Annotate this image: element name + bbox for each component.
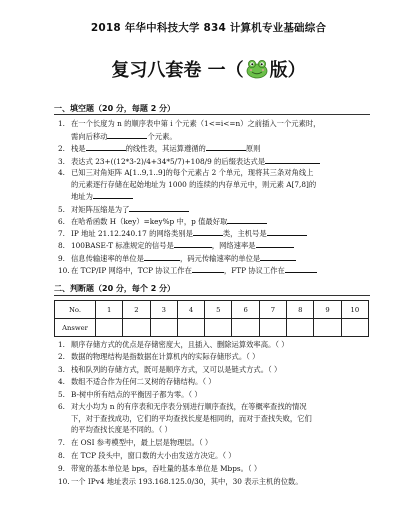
fill-question-4: 4. 已知三对角矩阵 A[1..9,1..9]的每个元素占 2 个单元，现将其三条对角线上 的元素逐行存储在起始地址为 1000 的连续的内存单元中，则元素 A[7,8]的 地址为: [58, 168, 317, 201]
table-header-cell: 10: [341, 301, 368, 319]
table-row: [55, 301, 369, 319]
judge-question-7: 7. 在 OSI 参考模型中，最上层是物理层。（ ）: [58, 438, 213, 447]
title-prefix: 复习八套卷 一（: [111, 60, 244, 81]
judge-question-8: 8. 在 TCP 段头中，窗口数的大小由发送方决定。（ ）: [58, 451, 236, 460]
answer-blank[interactable]: [267, 227, 307, 236]
answer-blank[interactable]: [144, 252, 180, 261]
frog-logo: [245, 59, 269, 79]
page-header: 2018 年华中科技大学 834 计算机专业基础综合: [90, 22, 327, 34]
fill-question-10: 10.在 TCP/IP 网络中，TCP 协议工作在 ，FTP 协议工作在: [58, 264, 378, 277]
answer-cell[interactable]: [287, 319, 314, 337]
answer-blank[interactable]: [93, 190, 133, 199]
section-divider: [54, 295, 370, 296]
answer-blank[interactable]: [256, 239, 294, 248]
section-divider: [54, 114, 370, 115]
judge-question-2: 2. 数据的物理结构是指数据在计算机内的实际存储形式。（ ）: [58, 352, 260, 361]
table-header-cell: 2: [123, 301, 150, 319]
answer-cell[interactable]: [96, 319, 123, 337]
answer-blank[interactable]: [174, 239, 212, 248]
fill-question-3: 3. 表达式 23+((12*3-2)/4+34*5/7)+108/9 的后缀表达式是: [58, 155, 378, 168]
answer-blank[interactable]: [285, 264, 317, 273]
table-row: [55, 319, 369, 337]
table-header-cell: 3: [150, 301, 177, 319]
judge-question-9: 9. 带宽的基本单位是 bps，吞吐量的基本单位是 Mbps。（ ）: [58, 464, 262, 473]
section-fill-heading: 一、填空题（20 分，每题 2 分）: [54, 104, 176, 113]
answer-blank[interactable]: [86, 142, 126, 151]
answer-row-label: Answer: [55, 319, 96, 337]
fill-question-9: 9. 信息传输速率的单位是 ，码元传输速率的单位是: [58, 252, 378, 265]
page-title: [0, 60, 417, 82]
table-header-cell: 8: [287, 301, 314, 319]
judge-question-1: 1. 顺序存储方式的优点是存储密度大，且插入、删除运算效率高。（ ）: [58, 340, 289, 349]
fill-question-7: 7. IP 地址 21.12.240.17 的网络类别是 类，主机号是: [58, 227, 378, 240]
answer-cell[interactable]: [259, 319, 286, 337]
table-header-cell: No.: [55, 301, 96, 319]
table-header-cell: 4: [177, 301, 204, 319]
answer-blank[interactable]: [227, 215, 267, 224]
table-header-cell: 9: [314, 301, 341, 319]
answer-blank[interactable]: [129, 203, 189, 212]
answer-cell[interactable]: [314, 319, 341, 337]
title-suffix: 版）: [269, 60, 306, 81]
judge-question-5: 5. B-树中所有结点的平衡因子都为零。（ ）: [58, 390, 202, 399]
fill-question-1: 1. 在一个长度为 n 的顺序表中第 i 个元素（1<=i<=n）之前插入一个元素时， 需向后移动 个元素。: [58, 119, 321, 141]
answer-blank[interactable]: [107, 130, 147, 139]
fill-question-6: 6. 在哈希函数 H（key）=key%p 中，p 值最好取: [58, 215, 378, 228]
section-judge-heading: 二、判断题（20 分，每个 2 分）: [54, 284, 176, 293]
judge-question-4: 4. 数组不适合作为任何二叉树的存储结构。（ ）: [58, 377, 216, 386]
table-header-cell: 7: [259, 301, 286, 319]
judge-question-10: 10.一个 IPv4 地址表示 193.168.125.0/30，其中，30 表示主机的位数。: [58, 477, 303, 486]
judge-question-6: 6. 对大小均为 n 的有序表和无序表分别进行顺序查找，在等概率查找的情况 下，对于查找成功，它们的平均查找长度是相同的，而对于查找失败，它们 的平均查找长度是不同的。（ ）: [58, 402, 312, 434]
answer-cell[interactable]: [232, 319, 259, 337]
answer-cell[interactable]: [150, 319, 177, 337]
answer-table: [54, 300, 369, 337]
fill-question-2: 2. 栈是 的线性表，其运算遵循的 原则: [58, 144, 261, 153]
table-header-cell: 6: [232, 301, 259, 319]
answer-blank[interactable]: [192, 264, 224, 273]
answer-cell[interactable]: [123, 319, 150, 337]
answer-cell[interactable]: [205, 319, 232, 337]
fill-question-5: 5. 对矩阵压缩是为了: [58, 203, 378, 216]
answer-blank[interactable]: [265, 155, 320, 164]
answer-blank[interactable]: [193, 227, 223, 236]
answer-cell[interactable]: [177, 319, 204, 337]
table-header-cell: 1: [96, 301, 123, 319]
answer-cell[interactable]: [341, 319, 368, 337]
fill-question-8: 8. 100BASE-T 标准规定的信号是 ，网络速率是: [58, 239, 378, 252]
answer-blank[interactable]: [260, 252, 296, 261]
table-header-cell: 5: [205, 301, 232, 319]
judge-question-3: 3. 栈和队列的存储方式，既可是顺序方式，又可以是链式方式。（ ）: [58, 365, 282, 374]
answer-blank[interactable]: [206, 142, 246, 151]
